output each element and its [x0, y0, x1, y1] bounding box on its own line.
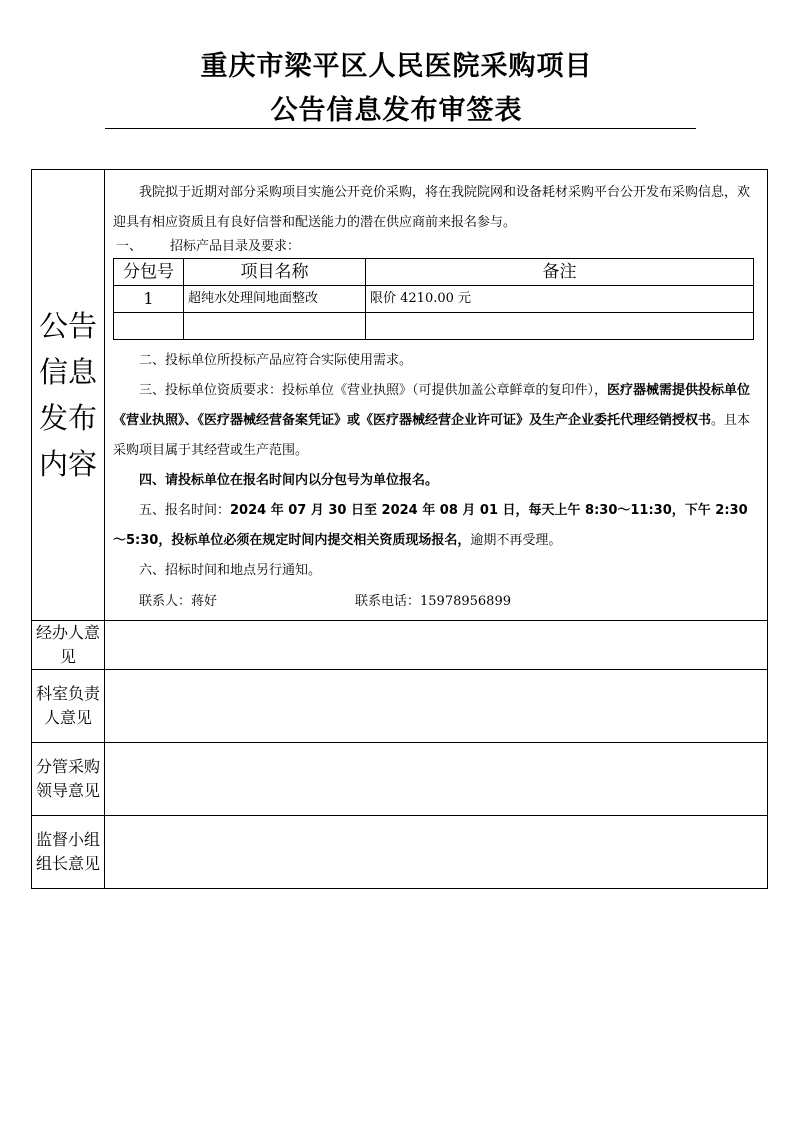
cell-remarks: 限价 4210.00 元 — [366, 286, 754, 313]
approval-label-department-head: 科室负责人意见 — [32, 670, 105, 743]
section2-paragraph: 二、投标单位所投标产品应符合实际使用需求。 — [139, 353, 413, 368]
content-label: 公告信息发布内容 — [38, 309, 97, 481]
section5-part-b: 2024 年 07 月 30 日至 2024 年 08 月 01 日，每天上午 8:30～11:30，下午 2:30～5:30， — [113, 503, 748, 548]
header-remarks: 备注 — [366, 259, 754, 286]
cell-project-name — [184, 313, 366, 340]
document-title-line1: 重庆市梁平区人民医院采购项目 — [200, 51, 593, 82]
approval-row-department-head — [32, 670, 768, 743]
product-table — [113, 258, 754, 340]
approval-field-department-head[interactable] — [105, 670, 768, 743]
content-label-cell — [32, 170, 105, 621]
section5-part-a: 五、报名时间： — [139, 503, 231, 518]
title-underline — [105, 128, 696, 129]
approval-row-supervisor — [32, 816, 768, 889]
table-row — [114, 286, 754, 313]
product-table-header — [114, 259, 754, 286]
contact-phone: 联系电话：15978956899 — [355, 594, 511, 609]
section3-part-b: 医疗器械需提供投标单位《营业执照》、《医疗器械经营备案凭证》或《医疗器械经营企业许可证》及生产企业委托代理经销授权书 — [113, 383, 751, 428]
section6-paragraph: 六、招标时间和地点另行通知。 — [139, 563, 322, 578]
section3-part-c: 。且本采购项目属于其经营或生产范围。 — [113, 413, 751, 458]
section5-part-d: 逾期不再受理。 — [470, 533, 562, 548]
document-title-line2: 公告信息发布审签表 — [270, 95, 523, 126]
approval-field-procurement-leader[interactable] — [105, 743, 768, 816]
content-row — [32, 170, 768, 621]
approval-field-handler[interactable] — [105, 621, 768, 670]
cell-package-no — [114, 313, 184, 340]
section1-number: 一、 — [116, 239, 143, 254]
approval-row-procurement-leader — [32, 743, 768, 816]
approval-field-supervisor[interactable] — [105, 816, 768, 889]
approval-label-handler: 经办人意见 — [32, 621, 105, 670]
header-project-name: 项目名称 — [184, 259, 366, 286]
section3-part-a: 三、投标单位资质要求：投标单位《营业执照》（可提供加盖公章鲜章的复印件）， — [139, 383, 608, 398]
header-package-no: 分包号 — [114, 259, 184, 286]
table-row — [114, 313, 754, 340]
intro-paragraph: 我院拟于近期对部分采购项目实施公开竞价采购，将在我院院网和设备耗材采购平台公开发布采购信息，欢迎具有相应资质且有良好信誉和配送能力的潜在供应商前来报名参与。 — [113, 185, 751, 230]
approval-form-table — [31, 169, 768, 889]
approval-label-procurement-leader: 分管采购领导意见 — [32, 743, 105, 816]
section1-title: 招标产品目录及要求： — [170, 239, 301, 254]
cell-remarks — [366, 313, 754, 340]
content-cell — [105, 170, 768, 621]
section5-paragraph — [113, 496, 759, 556]
section1-heading — [113, 238, 759, 256]
section4-paragraph: 四、请投标单位在报名时间内以分包号为单位报名。 — [139, 473, 439, 488]
approval-label-supervisor: 监督小组组长意见 — [32, 816, 105, 889]
cell-package-no: 1 — [114, 286, 184, 313]
contact-person: 联系人：蒋好 — [139, 594, 218, 609]
section5-part-c: 投标单位必须在规定时间内提交相关资质现场报名， — [171, 533, 471, 548]
cell-project-name: 超纯水处理间地面整改 — [184, 286, 366, 313]
section3-paragraph — [113, 376, 759, 466]
approval-row-handler — [32, 621, 768, 670]
contact-line — [113, 590, 759, 614]
